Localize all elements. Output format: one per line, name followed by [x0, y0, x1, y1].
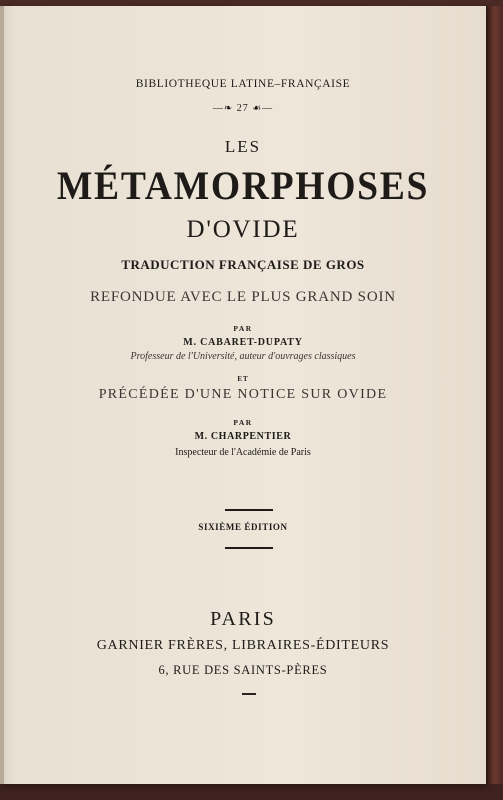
publisher-name: GARNIER FRÈRES, LIBRAIRES-ÉDITEURS [96, 638, 390, 653]
preface-author-name: M. CHARPENTIER [194, 431, 292, 442]
publisher-address: 6, RUE DES SAINTS-PÈRES [158, 663, 328, 677]
book-author: D'OVIDE [186, 216, 300, 243]
closing-dash [242, 693, 256, 695]
volume-number: —❧ 27 ☙— [212, 103, 274, 114]
edition-rule-bottom [225, 547, 273, 549]
series-title: BIBLIOTHEQUE LATINE–FRANÇAISE [135, 78, 351, 90]
par-label: PAR [233, 418, 253, 427]
preceded-line: PRÉCÉDÉE D'UNE NOTICE SUR OVIDE [98, 387, 388, 402]
book-title: MÉTAMORPHOSES [56, 163, 430, 208]
title-page [0, 6, 486, 784]
title-article: LES [224, 137, 262, 156]
edition-label: SIXIÈME ÉDITION [198, 522, 288, 532]
preface-author-role: Inspecteur de l'Académie de Paris [175, 447, 311, 458]
translator-name: M. CABARET-DUPATY [183, 337, 303, 348]
edition-rule-top [225, 509, 273, 511]
publication-city: PARIS [210, 608, 276, 630]
book-cover-edge [486, 6, 503, 796]
translator-role: Professeur de l'Université, auteur d'ouvrages classiques [130, 351, 356, 362]
et-label: ET [237, 375, 249, 383]
par-label: PAR [233, 324, 253, 333]
book-cover-bottom [0, 784, 503, 800]
translation-line: TRADUCTION FRANÇAISE DE GROS [121, 257, 365, 272]
revised-line: REFONDUE AVEC LE PLUS GRAND SOIN [90, 289, 396, 305]
